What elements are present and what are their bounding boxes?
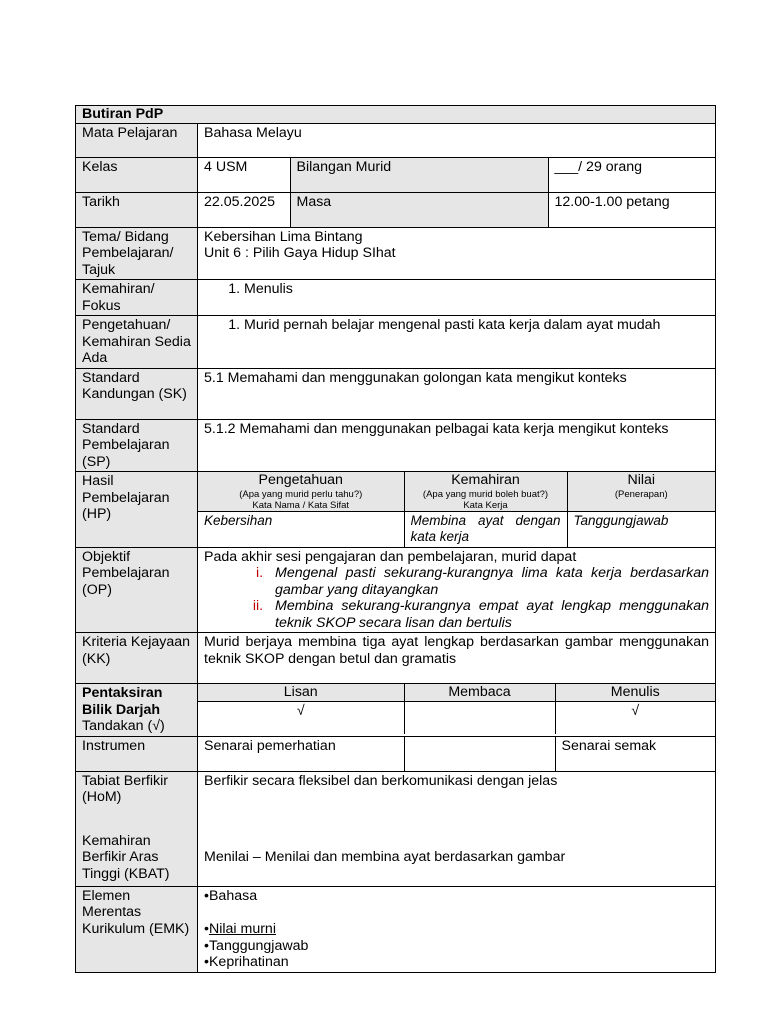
mata-pelajaran-value: Bahasa Melayu: [198, 123, 716, 157]
instrumen-cell: [198, 736, 716, 771]
op-intro: Pada akhir sesi pengajaran dan pembelajaran, murid dapat: [204, 548, 577, 565]
hom-label: Tabiat Berfikir (HoM): [82, 772, 168, 805]
kk-label: Kriteria Kejayaan (KK): [76, 633, 198, 684]
emk-label: Elemen Merentas Kurikulum (EMK): [76, 886, 198, 972]
hp-nilai-title: Nilai: [627, 472, 656, 488]
tick-lisan: √: [198, 701, 404, 734]
pentaksiran-label: [76, 684, 198, 737]
hom-kbat-cell: [198, 771, 716, 886]
sk-value: 5.1 Memahami dan menggunakan golongan kata mengikut konteks: [198, 368, 716, 419]
hp-pengetahuan-value: Kebersihan: [198, 511, 404, 547]
hom-kbat-label: [76, 771, 198, 886]
bilangan-murid-value: ___/ 29 orang: [554, 158, 643, 175]
hp-pengetahuan-sub1: (Apa yang murid perlu tahu?): [239, 488, 363, 500]
tick-menulis: √: [631, 702, 640, 719]
hp-kemahiran-sub2: Kata Kerja: [463, 499, 508, 511]
op-cell: [198, 547, 716, 633]
kelas-value: 4 USM: [198, 158, 290, 192]
kemahiran-item: 1. Menulis: [244, 281, 709, 298]
pengetahuan-item: 1. Murid pernah belajar mengenal pasti kata kerja dalam ayat mudah: [244, 317, 709, 334]
bilangan-murid-label: Bilangan Murid: [290, 158, 548, 192]
emk-nilai-label: Nilai murni: [208, 921, 276, 937]
emk-item-tanggungjawab: •Tanggungjawab: [204, 937, 309, 954]
tarikh-row: [198, 192, 716, 227]
instrumen-label: Instrumen: [76, 736, 198, 771]
hp-kemahiran-title: Kemahiran: [451, 472, 520, 488]
tarikh-label: Tarikh: [76, 192, 198, 227]
pengetahuan-label: Pengetahuan/ Kemahiran Sedia Ada: [76, 316, 198, 369]
emk-item-nilai: [204, 921, 709, 938]
op-item-1: i. Mengenal pasti sekurang-kurangnya lima kata kerja berdasarkan gambar yang ditayangkan: [267, 565, 709, 598]
masa-value: 12.00-1.00 petang: [554, 193, 670, 210]
kbat-label: Kemahiran Berfikir Aras Tinggi (KBAT): [82, 832, 170, 882]
instrumen-membaca: [404, 737, 555, 771]
tarikh-value: 22.05.2025: [198, 193, 290, 227]
tema-label: Tema/ Bidang Pembelajaran/ Tajuk: [76, 227, 198, 280]
emk-cell: [198, 886, 716, 972]
emk-nilai-bullet: •: [204, 921, 209, 937]
pentaksiran-col-menulis: Menulis: [555, 684, 715, 701]
hp-cell: [198, 472, 716, 548]
sp-label: Standard Pembelajaran (SP): [76, 419, 198, 472]
tema-line-1: Kebersihan Lima Bintang: [204, 228, 363, 245]
kbat-value: Menilai – Menilai dan membina ayat berdasarkan gambar: [204, 849, 566, 865]
hp-kemahiran-sub1: (Apa yang murid boleh buat?): [422, 488, 549, 500]
hp-label: Hasil Pembelajaran (HP): [76, 472, 198, 548]
hp-pengetahuan-title: Pengetahuan: [258, 472, 343, 488]
op-item-2: ii. Membina sekurang-kurangnya empat ayat lengkap menggunakan teknik SKOP secara lisan dan bertulis: [267, 598, 709, 631]
tema-line-2: Unit 6 : Pilih Gaya Hidup SIhat: [204, 245, 396, 261]
hp-pengetahuan-sub2: Kata Nama / Kata Sifat: [252, 499, 350, 511]
kelas-label: Kelas: [76, 157, 198, 192]
tick-membaca: [404, 701, 555, 734]
kelas-row: [198, 157, 716, 192]
hp-col-kemahiran: [404, 472, 567, 511]
mata-pelajaran-label: Mata Pelajaran: [76, 123, 198, 157]
sp-value: 5.1.2 Memahami dan menggunakan pelbagai kata kerja mengikut konteks: [198, 419, 716, 472]
op-label: Objektif Pembelajaran (OP): [76, 547, 198, 633]
pengetahuan-cell: [198, 316, 716, 369]
hp-nilai-value: Tanggungjawab: [573, 512, 669, 528]
hp-nilai-sub1: (Penerapan): [614, 488, 668, 500]
sk-label: Standard Kandungan (SK): [76, 368, 198, 419]
hp-col-pengetahuan: [198, 472, 404, 511]
lesson-plan-table: [75, 105, 716, 973]
pentaksiran-label-bold: Pentaksiran Bilik Darjah: [82, 685, 163, 718]
hom-value: Berfikir secara fleksibel dan berkomunikasi dengan jelas: [204, 772, 558, 789]
section-header: Butiran PdP: [76, 106, 716, 124]
pentaksiran-col-membaca: Membaca: [404, 684, 555, 701]
instrumen-menulis: Senarai semak: [561, 737, 657, 754]
kemahiran-label: Kemahiran/ Fokus: [76, 280, 198, 316]
hp-kemahiran-value: Membina ayat dengan kata kerja: [404, 511, 567, 547]
tema-cell: [198, 227, 716, 280]
pentaksiran-cell: [198, 684, 716, 737]
hp-col-nilai: [567, 472, 715, 511]
pentaksiran-col-lisan: Lisan: [198, 684, 404, 701]
kk-value: Murid berjaya membina tiga ayat lengkap berdasarkan gambar menggunakan teknik SKOP dengan betul dan gramatis: [198, 633, 716, 684]
emk-item-bahasa: •Bahasa: [204, 887, 258, 904]
masa-label: Masa: [290, 193, 548, 227]
emk-item-keprihatinan: •Keprihatinan: [204, 954, 289, 970]
kemahiran-cell: [198, 280, 716, 316]
lesson-plan: [75, 105, 716, 973]
instrumen-lisan: Senarai pemerhatian: [198, 737, 404, 771]
pentaksiran-label-rest: Tandakan (√): [82, 718, 165, 734]
